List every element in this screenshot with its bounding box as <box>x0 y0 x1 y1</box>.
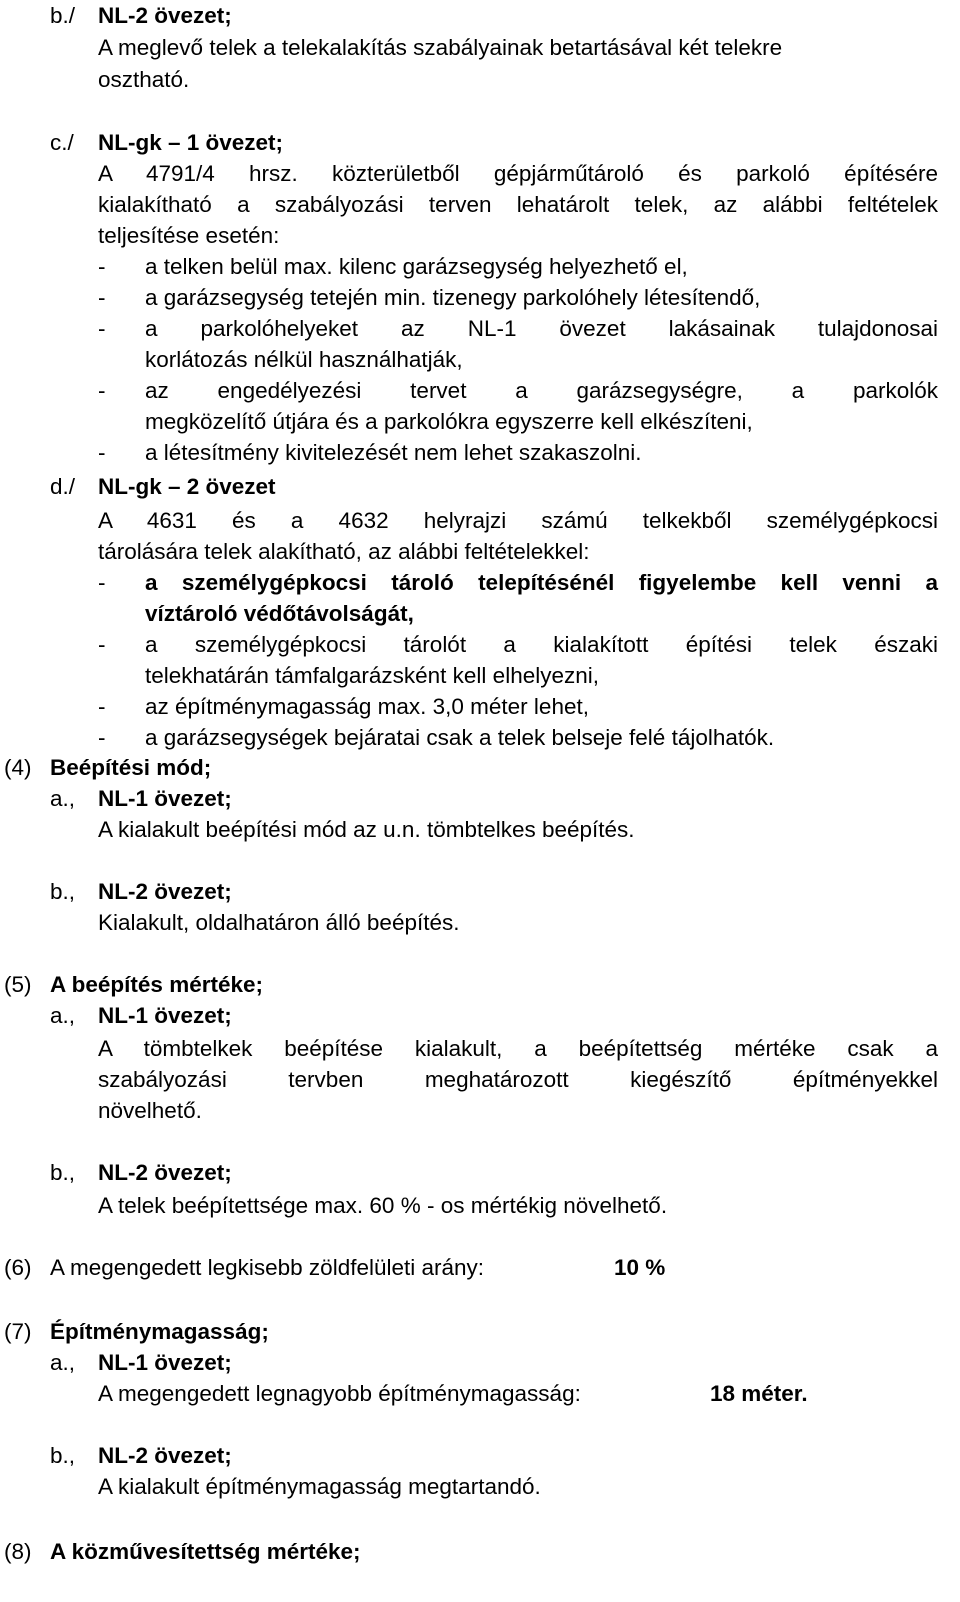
section-6-value: 10 % <box>614 1255 666 1280</box>
paragraph: A 4791/4 hrsz. közterületből gépjárműtároló és parkoló építésére <box>98 161 938 186</box>
paragraph: A meglevő telek a telekalakítás szabályainak betartásával két telekre <box>98 35 783 60</box>
paragraph: szabályozási tervben meghatározott kiegészítő építményekkel <box>98 1067 938 1092</box>
list-dash: - <box>98 440 106 465</box>
subsection-label: a., <box>50 1350 76 1375</box>
section-8-number: (8) <box>4 1539 32 1564</box>
subsection-label: a., <box>50 786 76 811</box>
list-dash: - <box>98 316 106 341</box>
paragraph: tárolására telek alakítható, az alábbi feltételekkel: <box>98 539 590 564</box>
list-item-text: a parkolóhelyeket az NL-1 övezet lakásainak tulajdonosai <box>145 316 938 341</box>
section-4-title: Beépítési mód; <box>50 755 212 780</box>
paragraph: osztható. <box>98 67 190 92</box>
section-6-number: (6) <box>4 1255 32 1280</box>
list-item-text: telekhatárán támfalgarázsként kell elhelyezni, <box>145 663 599 688</box>
list-item-text: a személygépkocsi tároló telepítésénél figyelembe kell venni a <box>145 570 938 595</box>
subsection-title: NL-2 övezet; <box>98 1160 232 1185</box>
subsection-label: b., <box>50 879 76 904</box>
section-b-label: b./ <box>50 3 76 28</box>
subsection-label: b., <box>50 1160 76 1185</box>
section-7-title: Építménymagasság; <box>50 1319 269 1344</box>
list-item-text: víztároló védőtávolságát, <box>145 601 414 626</box>
list-dash: - <box>98 632 106 657</box>
list-dash: - <box>98 254 106 279</box>
list-item-text: az engedélyezési tervet a garázsegységre, a parkolók <box>145 378 938 403</box>
list-item-text: az építménymagasság max. 3,0 méter lehet, <box>145 694 589 719</box>
list-dash: - <box>98 694 106 719</box>
section-7-value: 18 méter. <box>710 1381 808 1406</box>
section-d-title: NL-gk – 2 övezet <box>98 474 276 499</box>
subsection-title: NL-1 övezet; <box>98 1003 232 1028</box>
paragraph: teljesítése esetén: <box>98 223 280 248</box>
list-item-text: a létesítmény kivitelezését nem lehet szakaszolni. <box>145 440 642 465</box>
list-dash: - <box>98 725 106 750</box>
subsection-title: NL-1 övezet; <box>98 786 232 811</box>
subsection-title: NL-2 övezet; <box>98 879 232 904</box>
section-4-number: (4) <box>4 755 32 780</box>
paragraph: A megengedett legnagyobb építménymagasság: <box>98 1381 581 1406</box>
section-c-title: NL-gk – 1 övezet; <box>98 130 284 155</box>
section-5-title: A beépítés mértéke; <box>50 972 264 997</box>
list-item-text: megközelítő útjára és a parkolókra egyszerre kell elkészíteni, <box>145 409 753 434</box>
section-b-title: NL-2 övezet; <box>98 3 232 28</box>
list-item-text: a telken belül max. kilenc garázsegység helyezhető el, <box>145 254 688 279</box>
paragraph: A kialakult beépítési mód az u.n. tömbtelkes beépítés. <box>98 817 635 842</box>
section-d-label: d./ <box>50 474 76 499</box>
section-c-label: c./ <box>50 130 74 155</box>
paragraph: növelhető. <box>98 1098 202 1123</box>
list-dash: - <box>98 570 106 595</box>
subsection-title: NL-2 övezet; <box>98 1443 232 1468</box>
list-item-text: a garázsegység tetején min. tizenegy parkolóhely létesítendő, <box>145 285 761 310</box>
subsection-label: b., <box>50 1443 76 1468</box>
list-dash: - <box>98 378 106 403</box>
paragraph: kialakítható a szabályozási terven lehatárolt telek, az alábbi feltételek <box>98 192 938 217</box>
list-item-text: a garázsegységek bejáratai csak a telek belseje felé tájolhatók. <box>145 725 775 750</box>
section-7-number: (7) <box>4 1319 32 1344</box>
list-dash: - <box>98 285 106 310</box>
section-8-title: A közművesítettség mértéke; <box>50 1539 361 1564</box>
section-5-number: (5) <box>4 972 32 997</box>
paragraph: A telek beépítettsége max. 60 % - os mértékig növelhető. <box>98 1193 668 1218</box>
list-item-text: korlátozás nélkül használhatják, <box>145 347 463 372</box>
subsection-title: NL-1 övezet; <box>98 1350 232 1375</box>
paragraph: A kialakult építménymagasság megtartandó. <box>98 1474 541 1499</box>
paragraph: Kialakult, oldalhatáron álló beépítés. <box>98 910 460 935</box>
subsection-label: a., <box>50 1003 76 1028</box>
section-6-text: A megengedett legkisebb zöldfelületi arány: <box>50 1255 485 1280</box>
paragraph: A 4631 és a 4632 helyrajzi számú telkekből személygépkocsi <box>98 508 938 533</box>
list-item-text: a személygépkocsi tárolót a kialakított építési telek északi <box>145 632 938 657</box>
paragraph: A tömbtelkek beépítése kialakult, a beépítettség mértéke csak a <box>98 1036 938 1061</box>
